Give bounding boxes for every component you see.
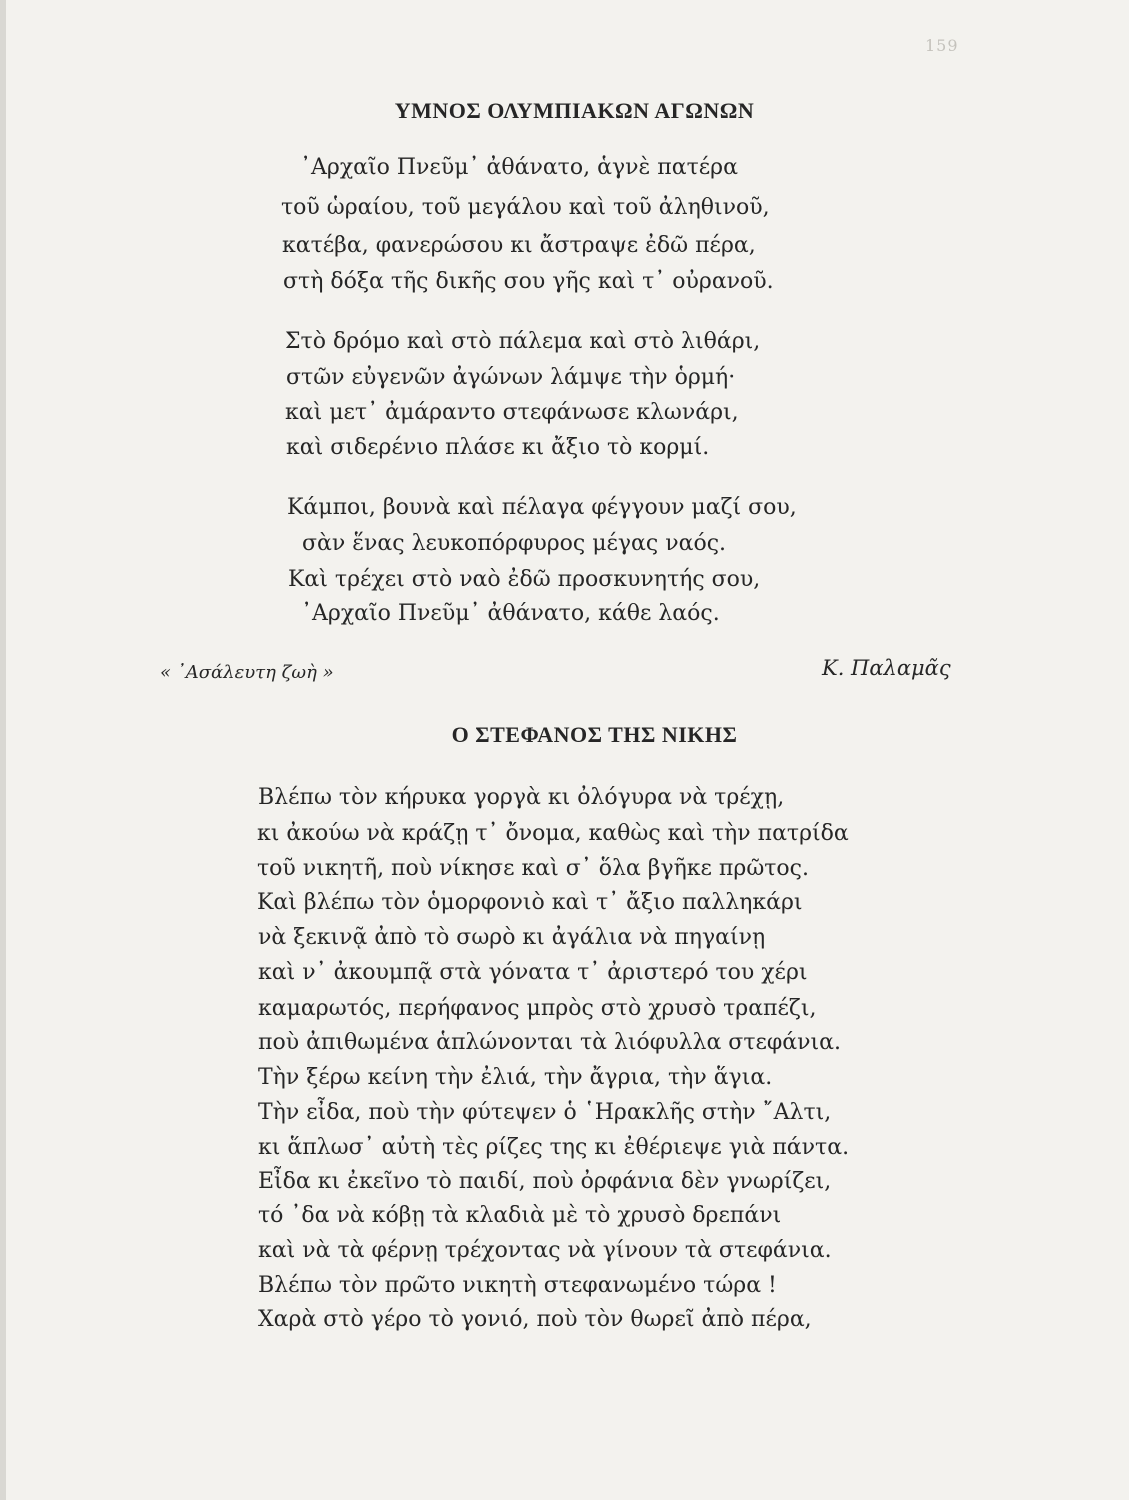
poem-title-victory-wreath: Ο ΣΤΕΦΑΝΟΣ ΤΗΣ ΝΙΚΗΣ [451, 722, 738, 747]
poem-line: Τὴν εἶδα, ποὺ τὴν φύτεψεν ὁ ῾Ηρακλῆς στὴν ῎Αλτι, [258, 1100, 832, 1125]
poem-line: Καὶ τρέχει στὸ ναὸ ἐδῶ προσκυνητής σου, [288, 567, 761, 592]
poem-line: Χαρὰ στὸ γέρο τὸ γονιό, ποὺ τὸν θωρεῖ ἀπὸ πέρα, [258, 1307, 812, 1332]
poem-line: τοῦ ὡραίου, τοῦ μεγάλου καὶ τοῦ ἀληθινοῦ, [281, 195, 770, 220]
poem-line: στῶν εὐγενῶν ἀγώνων λάμψε τὴν ὁρμή· [286, 365, 736, 390]
page-number: 159 [925, 36, 959, 55]
poem-line: κατέβα, φανερώσου κι ἄστραψε ἐδῶ πέρα, [282, 233, 756, 258]
poem-line: Καὶ βλέπω τὸν ὁμορφονιὸ καὶ τ᾿ ἄξιο παλληκάρι [257, 890, 803, 915]
poem-line: κι ἀκούω νὰ κράζῃ τ᾿ ὄνομα, καθὼς καὶ τὴν πατρίδα [257, 821, 849, 846]
poem-line: ᾿Αρχαῖο Πνεῦμ᾿ ἀθάνατο, ἁγνὲ πατέρα [300, 155, 738, 180]
poem-line: Εἶδα κι ἐκεῖνο τὸ παιδί, ποὺ ὀρφάνια δὲν γνωρίζει, [258, 1169, 832, 1194]
poem-line: Βλέπω τὸν κήρυκα γοργὰ κι ὀλόγυρα νὰ τρέχῃ, [258, 785, 785, 810]
poem-line: καμαρωτός, περήφανος μπρὸς στὸ χρυσὸ τραπέζι, [258, 996, 817, 1021]
poem-line: καὶ νὰ τὰ φέρνῃ τρέχοντας νὰ γίνουν τὰ στεφάνια. [258, 1238, 832, 1263]
poem-line: καὶ μετ᾿ ἀμάραντο στεφάνωσε κλωνάρι, [285, 400, 739, 425]
poem-line: Τὴν ξέρω κείνη τὴν ἐλιά, τὴν ἄγρια, τὴν ἅγια. [258, 1065, 773, 1090]
poem-line: Βλέπω τὸν πρῶτο νικητὴ στεφανωμένο τώρα ! [258, 1273, 777, 1298]
poem-title-olympic-hymn: ΥΜΝΟΣ ΟΛΥΜΠΙΑΚΩΝ ΑΓΩΝΩΝ [394, 98, 755, 123]
poem-line: τοῦ νικητῆ, ποὺ νίκησε καὶ σ᾿ ὅλα βγῆκε πρῶτος. [257, 856, 809, 881]
poem-line: νὰ ξεκινᾷ ἀπὸ τὸ σωρὸ κι ἀγάλια νὰ πηγαίνῃ [258, 925, 766, 950]
poem-line: Στὸ δρόμο καὶ στὸ πάλεμα καὶ στὸ λιθάρι, [285, 329, 761, 354]
poem-line: κι ἅπλωσ᾿ αὐτὴ τὲς ρίζες της κι ἐθέριεψε γιὰ πάντα. [258, 1135, 850, 1160]
poem-line: σὰν ἕνας λευκοπόρφυρος μέγας ναός. [302, 531, 727, 556]
poem-line: καὶ ν᾿ ἀκουμπᾷ στὰ γόνατα τ᾿ ἀριστερό του χέρι [258, 960, 808, 985]
poem-line: τό ᾿δα νὰ κόβῃ τὰ κλαδιὰ μὲ τὸ χρυσὸ δρεπάνι [258, 1203, 782, 1228]
poem-line: ᾿Αρχαῖο Πνεῦμ᾿ ἀθάνατο, κάθε λαός. [301, 601, 720, 626]
poem-line: στὴ δόξα τῆς δικῆς σου γῆς καὶ τ᾿ οὐρανοῦ. [283, 269, 774, 294]
poem-source: « ᾿Ασάλευτη ζωὴ » [160, 662, 334, 683]
poem-author: Κ. Παλαμᾶς [822, 656, 951, 680]
poem-line: καὶ σιδερένιο πλάσε κι ἄξιο τὸ κορμί. [286, 435, 710, 460]
poem-line: Κάμποι, βουνὰ καὶ πέλαγα φέγγουν μαζί σου, [287, 495, 797, 520]
poem-line: ποὺ ἀπιθωμένα ἁπλώνονται τὰ λιόφυλλα στεφάνια. [258, 1030, 841, 1055]
